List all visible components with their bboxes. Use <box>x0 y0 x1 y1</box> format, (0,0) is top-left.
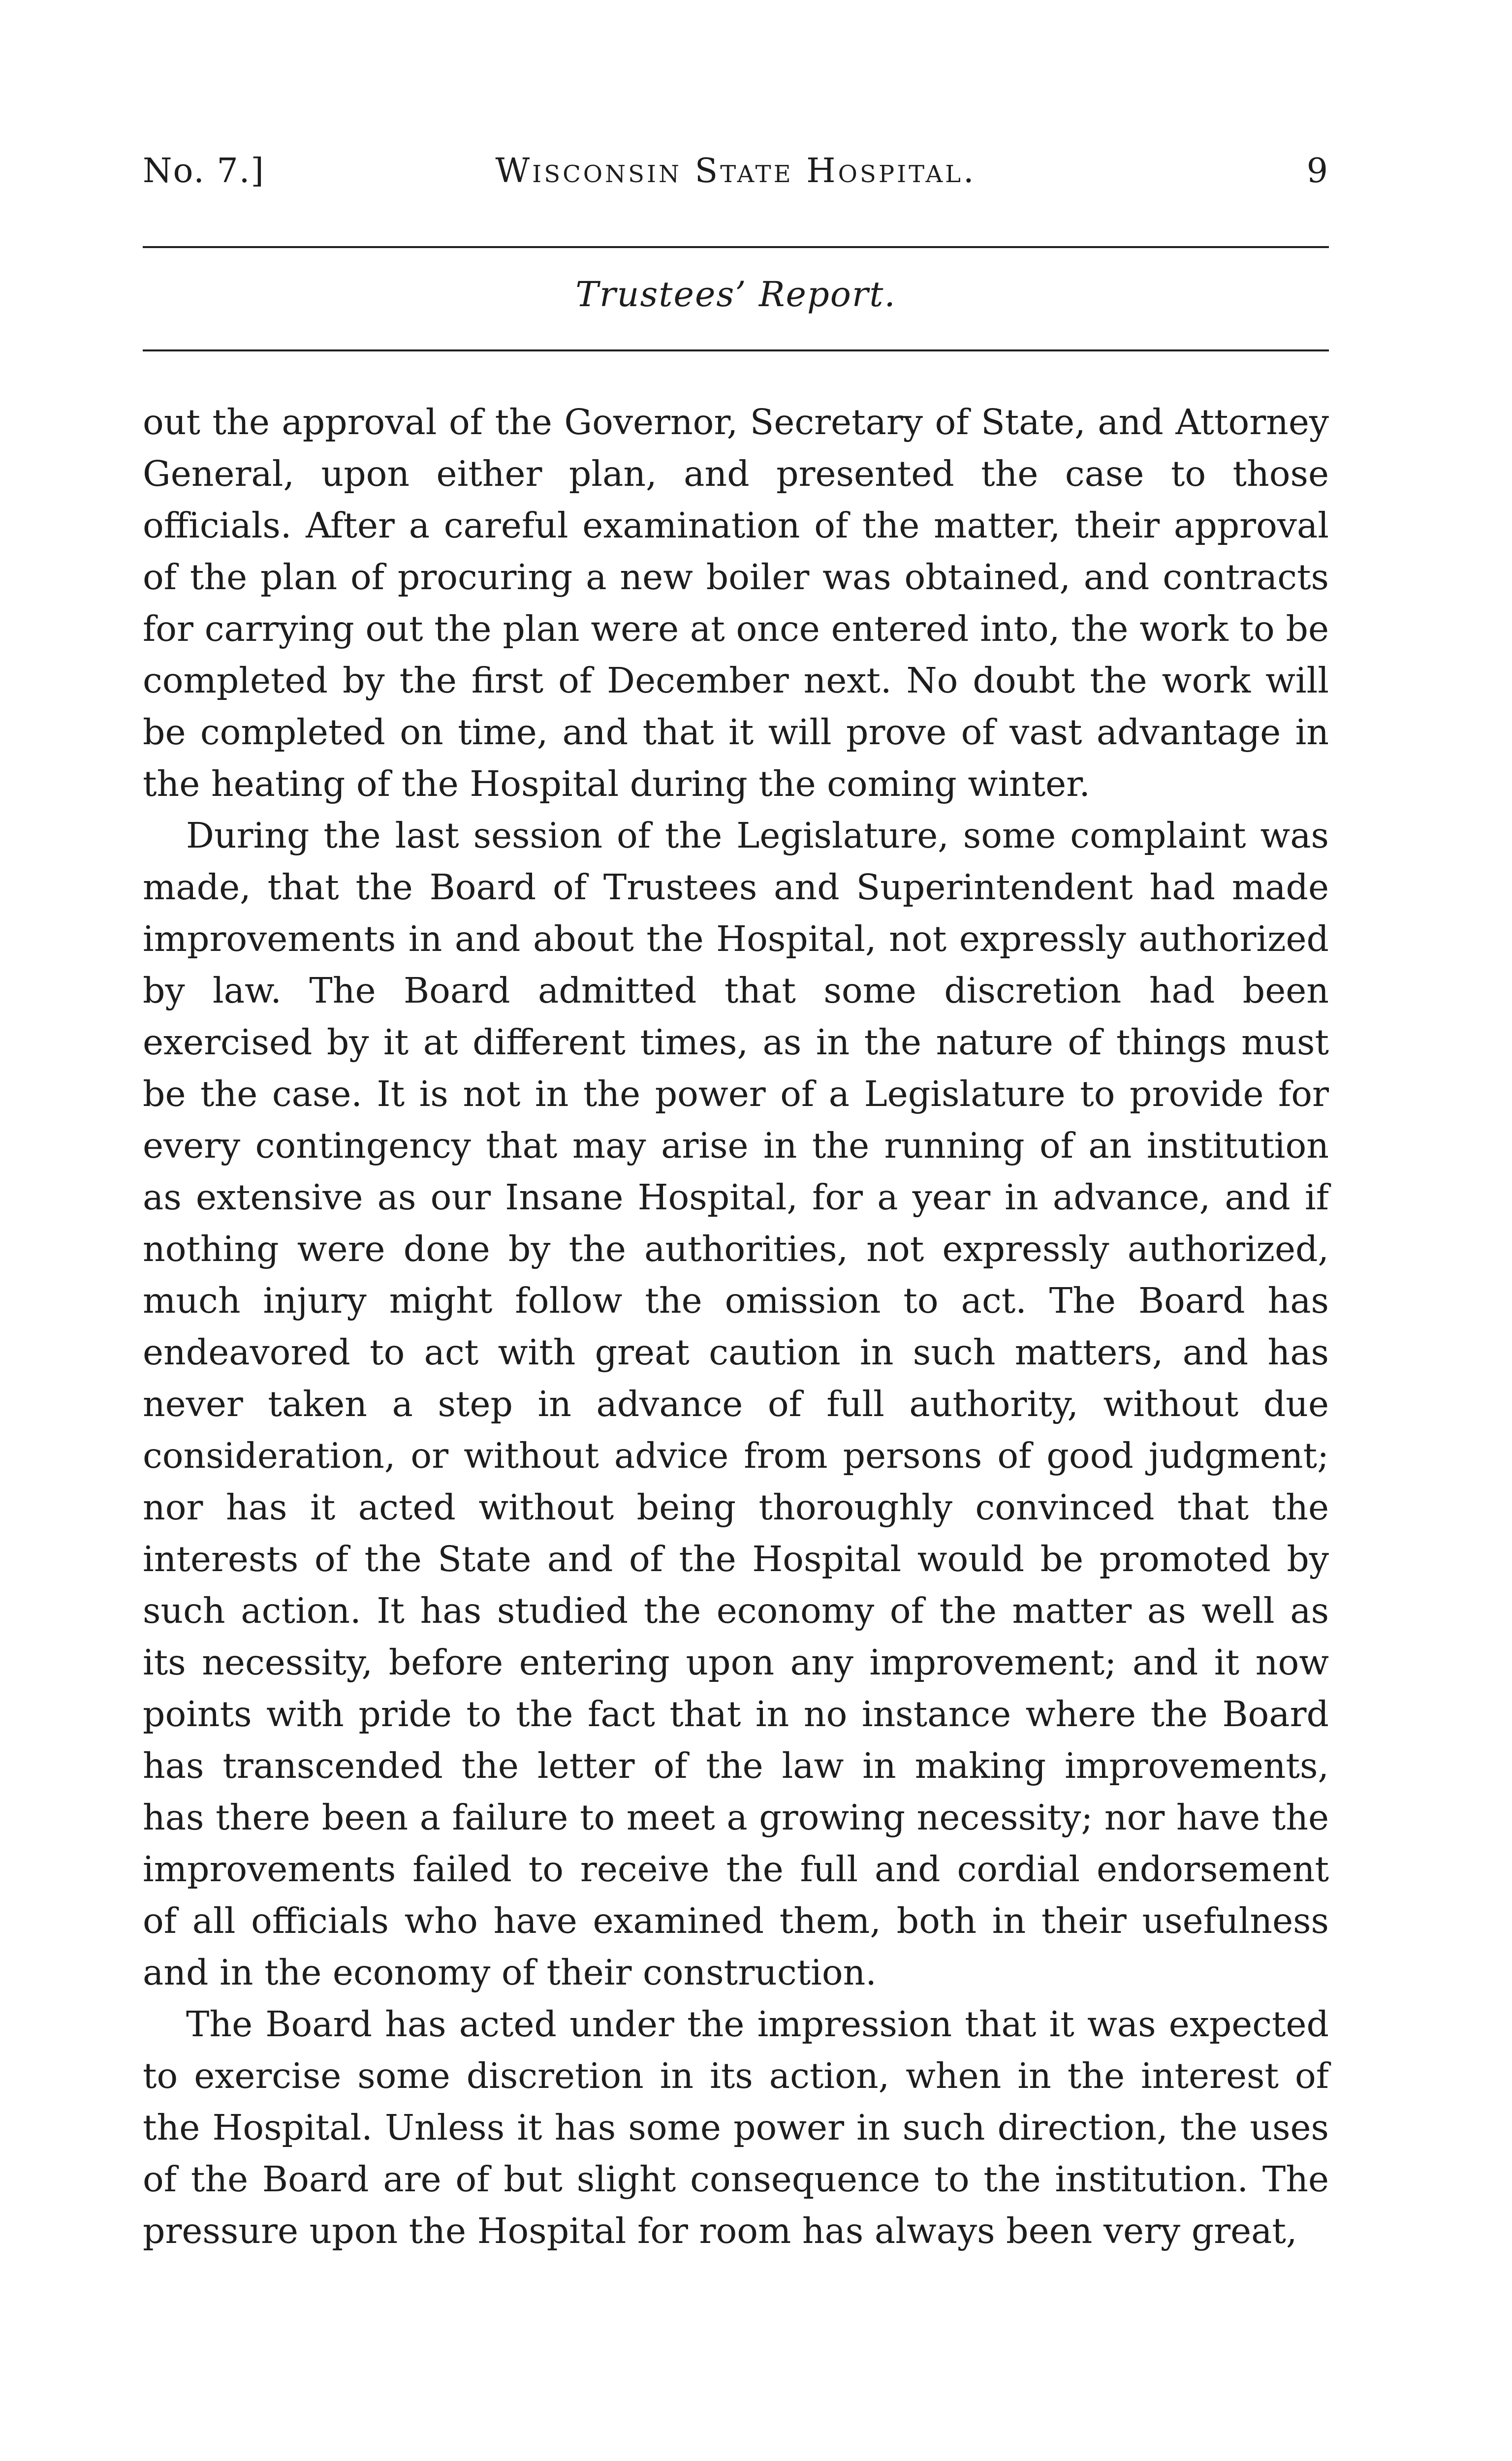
body-text <box>143 396 1329 2257</box>
document-number: No. 7.] <box>143 152 265 190</box>
page-number: 9 <box>1306 152 1329 190</box>
paragraph: During the last session of the Legislature, some complaint was made, that the Board of Trustees and Superintendent had made improvements in and about the Hospital, not expressly authorized by law. The Board admitted that some discretion had been exercised by it at different times, as in the nature of things must be the case. It is not in the power of a Legislature to provide for every contingency that may arise in the running of an institution as extensive as our Insane Hospital, for a year in advance, and if nothing were done by the authorities, not expressly authorized, much injury might follow the omission to act. The Board has endeavored to act with great caution in such matters, and has never taken a step in advance of full authority, without due consideration, or without advice from persons of good judgment; nor has it acted without being thoroughly convinced that the interests of the State and of the Hospital would be promoted by such action. It has studied the economy of the matter as well as its necessity, before entering upon any improvement; and it now points with pride to the fact that in no instance where the Board has transcended the letter of the law in making improvements, has there been a failure to meet a growing necessity; nor have the improvements failed to receive the full and cordial endorsement of all officials who have examined them, both in their usefulness and in the economy of their construction. <box>143 815 1329 1993</box>
section-rule <box>143 349 1329 351</box>
running-header <box>143 148 1329 202</box>
publication-title: Wisconsin State Hospital. <box>495 152 976 190</box>
header-rule <box>143 246 1329 248</box>
section-title: Trustees’ Report. <box>575 274 896 315</box>
paragraph: out the approval of the Governor, Secretary of State, and Attorney General, upon either plan, and presented the case to those officials. After a careful examination of the matter, their approval of the plan of procuring a new boiler was obtained, and contracts for carrying out the plan were at once entered into, the work to be completed by the first of December next. No doubt the work will be completed on time, and that it will prove of vast advantage in the heating of the Hospital during the coming winter. <box>143 402 1329 804</box>
paragraph: The Board has acted under the impression that it was expected to exercise some discretion in its action, when in the interest of the Hospital. Unless it has some power in such direction, the uses of the Board are of but slight consequence to the institution. The pressure upon the Hospital for room has always been very great, <box>143 2004 1329 2251</box>
